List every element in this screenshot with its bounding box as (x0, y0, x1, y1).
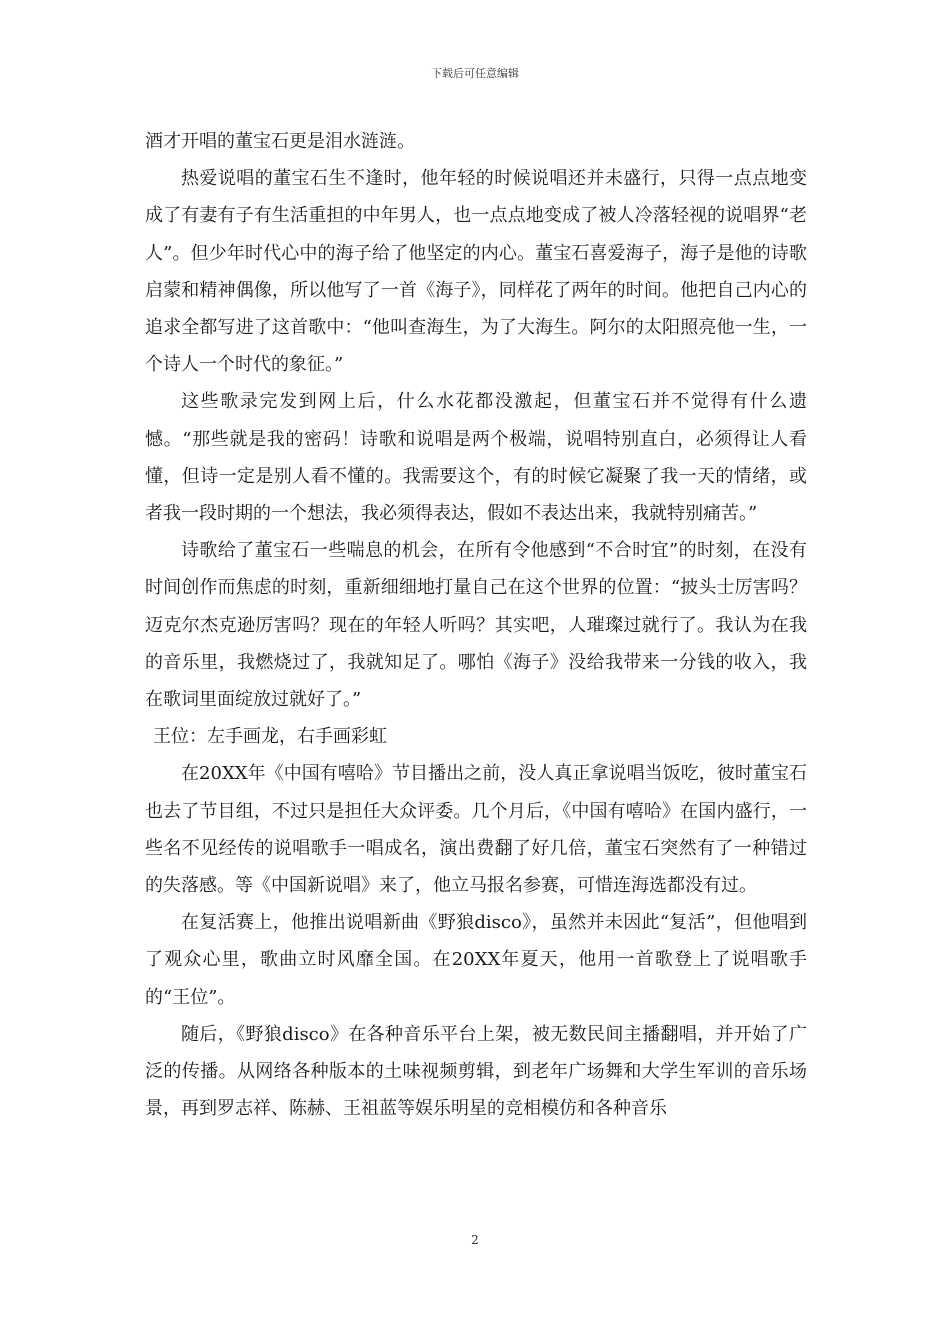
page-footer (0, 1233, 950, 1247)
paragraph: 随后，《野狼disco》在各种音乐平台上架，被无数民间主播翻唱，并开始了广泛的传播。从网络各种版本的土味视频剪辑，到老年广场舞和大学生军训的音乐场景，再到罗志祥、陈赫、王祖蓝等娱乐明星的竞相模仿和各种音乐 (145, 1023, 807, 1120)
header-note: 下载后可任意编辑 (431, 67, 519, 80)
document-body (145, 123, 807, 1127)
paragraph: 在20XX年《中国有嘻哈》节目播出之前，没人真正拿说唱当饭吃，彼时董宝石也去了节目组，不过只是担任大众评委。几个月后，《中国有嘻哈》在国内盛行，一些名不见经传的说唱歌手一唱成名，演出费翻了好几倍，董宝石突然有了一种错过的失落感。等《中国新说唱》来了，他立马报名参赛，可惜连海选都没有过。 (145, 763, 807, 897)
paragraph: 在复活赛上，他推出说唱新曲《野狼disco》，虽然并未因此“复活”，但他唱到了观众心里，歌曲立时风靡全国。在20XX年夏天，他用一首歌登上了说唱歌手的“王位”。 (145, 912, 807, 1008)
paragraph: 诗歌给了董宝石一些喘息的机会，在所有令他感到“不合时宜”的时刻，在没有时间创作而焦虑的时刻，重新细细地打量自己在这个世界的位置：“披头士厉害吗？迈克尔杰克逊厉害吗？现在的年轻人听吗？其实吧，人璀璨过就行了。我认为在我的音乐里，我燃烧过了，我就知足了。哪怕《海子》没给我带来一分钱的收入，我在歌词里面绽放过就好了。” (145, 540, 807, 711)
paragraph-continuation: 酒才开唱的董宝石更是泪水涟涟。 (145, 131, 415, 152)
paragraph: 这些歌录完发到网上后，什么水花都没激起，但董宝石并不觉得有什么遗憾。“那些就是我的密码！诗歌和说唱是两个极端，说唱特别直白，必须得让人看懂，但诗一定是别人看不懂的。我需要这个，有的时候它凝聚了我一天的情绪，或者我一段时期的一个想法，我必须得表达，假如不表达出来，我就特别痛苦。” (145, 391, 807, 525)
page-header (0, 67, 950, 81)
page-number: 2 (471, 1233, 479, 1247)
section-heading: 王位：左手画龙，右手画彩虹 (153, 726, 387, 748)
paragraph: 热爱说唱的董宝石生不逢时，他年轻的时候说唱还并未盛行，只得一点点地变成了有妻有子有生活重担的中年男人，也一点点地变成了被人冷落轻视的说唱界“老人”。但少年时代心中的海子给了他坚定的内心。董宝石喜爱海子，海子是他的诗歌启蒙和精神偶像，所以他写了一首《海子》，同样花了两年的时间。他把自己内心的追求全都写进了这首歌中：“他叫查海生，为了大海生。阿尔的太阳照亮他一生，一个诗人一个时代的象征。” (145, 168, 807, 376)
